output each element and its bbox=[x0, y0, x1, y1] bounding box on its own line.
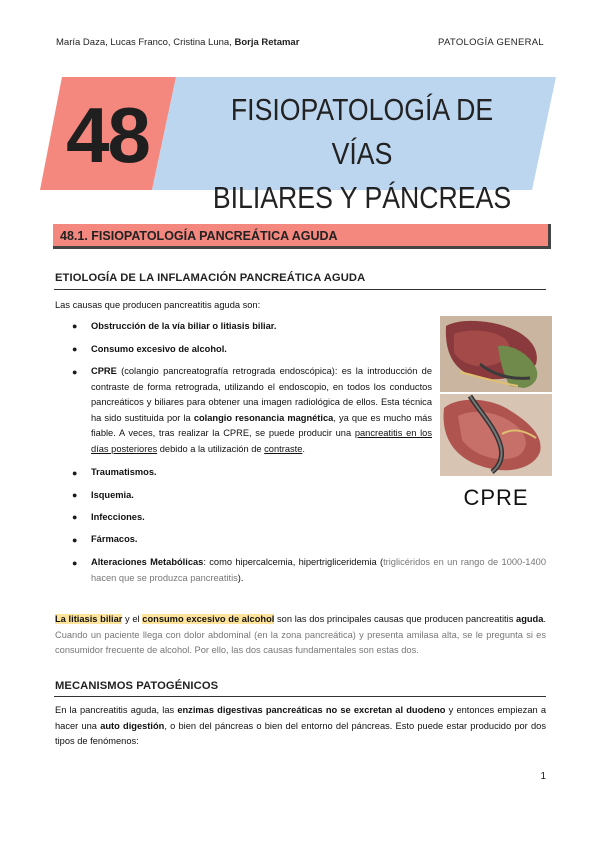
header-author-bold: Borja Retamar bbox=[234, 37, 300, 48]
summary-rest: son las dos principales causas que producen pancreatitis bbox=[274, 614, 517, 624]
bullet-dot: ● bbox=[72, 468, 78, 478]
bullet-dot: ● bbox=[72, 367, 78, 377]
bullet-dot: ● bbox=[72, 535, 78, 545]
mech-bold-b: enzimas digestivas pancreáticas no se excretan al duodeno bbox=[177, 705, 446, 715]
bullet-infections: Infecciones. bbox=[91, 512, 145, 522]
cpre-illustration bbox=[440, 316, 552, 476]
bullet-dot: ● bbox=[72, 512, 78, 522]
metabolic-term: Alteraciones Metabólicas bbox=[91, 557, 204, 567]
cpre-text-b: , ya que es mucho más fiable. A veces, tras realizar la CPRE, se puede producir una bbox=[91, 412, 433, 438]
bullet-cpre bbox=[91, 364, 432, 457]
summary-highlight-1: La litiasis biliar bbox=[55, 614, 123, 624]
cpre-underline-2: contraste bbox=[264, 443, 303, 454]
cpre-text-d: . bbox=[302, 443, 305, 454]
bullet-ischemia: Isquemia. bbox=[91, 490, 134, 500]
mechanisms-paragraph bbox=[55, 703, 546, 750]
etiology-heading-rule bbox=[54, 289, 546, 290]
header-subject: PATOLOGÍA GENERAL bbox=[438, 37, 544, 48]
metabolic-text-b: ). bbox=[237, 572, 244, 583]
cpre-mri-term: colangio resonancia magnética bbox=[193, 412, 334, 423]
bullet-trauma: Traumatismos. bbox=[91, 467, 157, 477]
bullet-alcohol: Consumo excesivo de alcohol. bbox=[91, 344, 227, 354]
bullet-dot: ● bbox=[72, 321, 78, 331]
summary-bold-end: aguda bbox=[516, 614, 544, 624]
mech-bold-d: auto digestión bbox=[100, 720, 165, 731]
cpre-text-c: debido a la utilización de bbox=[157, 443, 265, 454]
metabolic-grey-note: triglicéridos en un rango de 1000-1400 hacen que se produzca pancreatitis bbox=[91, 557, 546, 583]
summary-grey-note: Cuando un paciente llega con dolor abdominal (en la zona pancreática) y presenta amilasa alta, se le pregunta si es consumidor frecuente de alcohol. Por ello, las dos causas fundamentales son estas dos. bbox=[55, 629, 546, 655]
cpre-caption: CPRE bbox=[463, 485, 529, 510]
etiology-intro: Las causas que producen pancreatitis aguda son: bbox=[55, 300, 261, 310]
summary-mid: y el bbox=[122, 614, 143, 624]
summary-dot: . bbox=[543, 614, 547, 624]
etiology-heading: ETIOLOGÍA DE LA INFLAMACIÓN PANCREÁTICA AGUDA bbox=[55, 272, 366, 284]
mech-text-c: y entonces empiezan a hacer una bbox=[55, 705, 547, 731]
chapter-title-line1: FISIOPATOLOGÍA DE VÍAS bbox=[230, 92, 494, 171]
bullet-drugs: Fármacos. bbox=[91, 534, 138, 544]
metabolic-text-a: : como hipercalcemia, hipertrigliceridemia ( bbox=[203, 557, 384, 567]
bullet-dot: ● bbox=[72, 490, 78, 500]
bullet-metabolic bbox=[91, 555, 546, 586]
mech-text-e: , o bien del páncreas o bien del entorno del páncreas. Esto puede estar producido por dos tipos de fenómenos: bbox=[55, 720, 546, 746]
bullet-obstruction: Obstrucción de la vía biliar o litiasis biliar. bbox=[91, 321, 277, 331]
cpre-underline-1: pancreatitis en los días posteriores bbox=[91, 428, 432, 454]
cpre-text-a: (colangio pancreatografía retrograda endoscópica): es la introducción de contraste de forma retrograda, utilizando el endoscopio, en todos los conductos pancreáticos y biliares para obtener una imagen radiológica de ellos. Esta técnica ha sido sustituida por la bbox=[91, 366, 432, 423]
mechanisms-heading: MECANISMOS PATOGÉNICOS bbox=[55, 680, 219, 692]
bullet-dot: ● bbox=[72, 558, 78, 568]
bullet-dot: ● bbox=[72, 344, 78, 354]
header-authors-plain: María Daza, Lucas Franco, Cristina Luna, bbox=[56, 37, 235, 48]
summary-highlight-2: consumo excesivo de alcohol bbox=[142, 614, 275, 624]
mechanisms-heading-rule bbox=[54, 696, 546, 697]
chapter-number: 48 bbox=[66, 91, 149, 179]
page-number: 1 bbox=[540, 771, 546, 782]
section-title: 48.1. FISIOPATOLOGÍA PANCREÁTICA AGUDA bbox=[60, 229, 338, 243]
chapter-title bbox=[207, 88, 517, 220]
mech-text-a: En la pancreatitis aguda, las bbox=[55, 705, 178, 715]
chapter-title-line2: BILIARES Y PÁNCREAS bbox=[212, 180, 512, 215]
summary-paragraph bbox=[55, 612, 546, 659]
cpre-term: CPRE bbox=[91, 366, 117, 376]
